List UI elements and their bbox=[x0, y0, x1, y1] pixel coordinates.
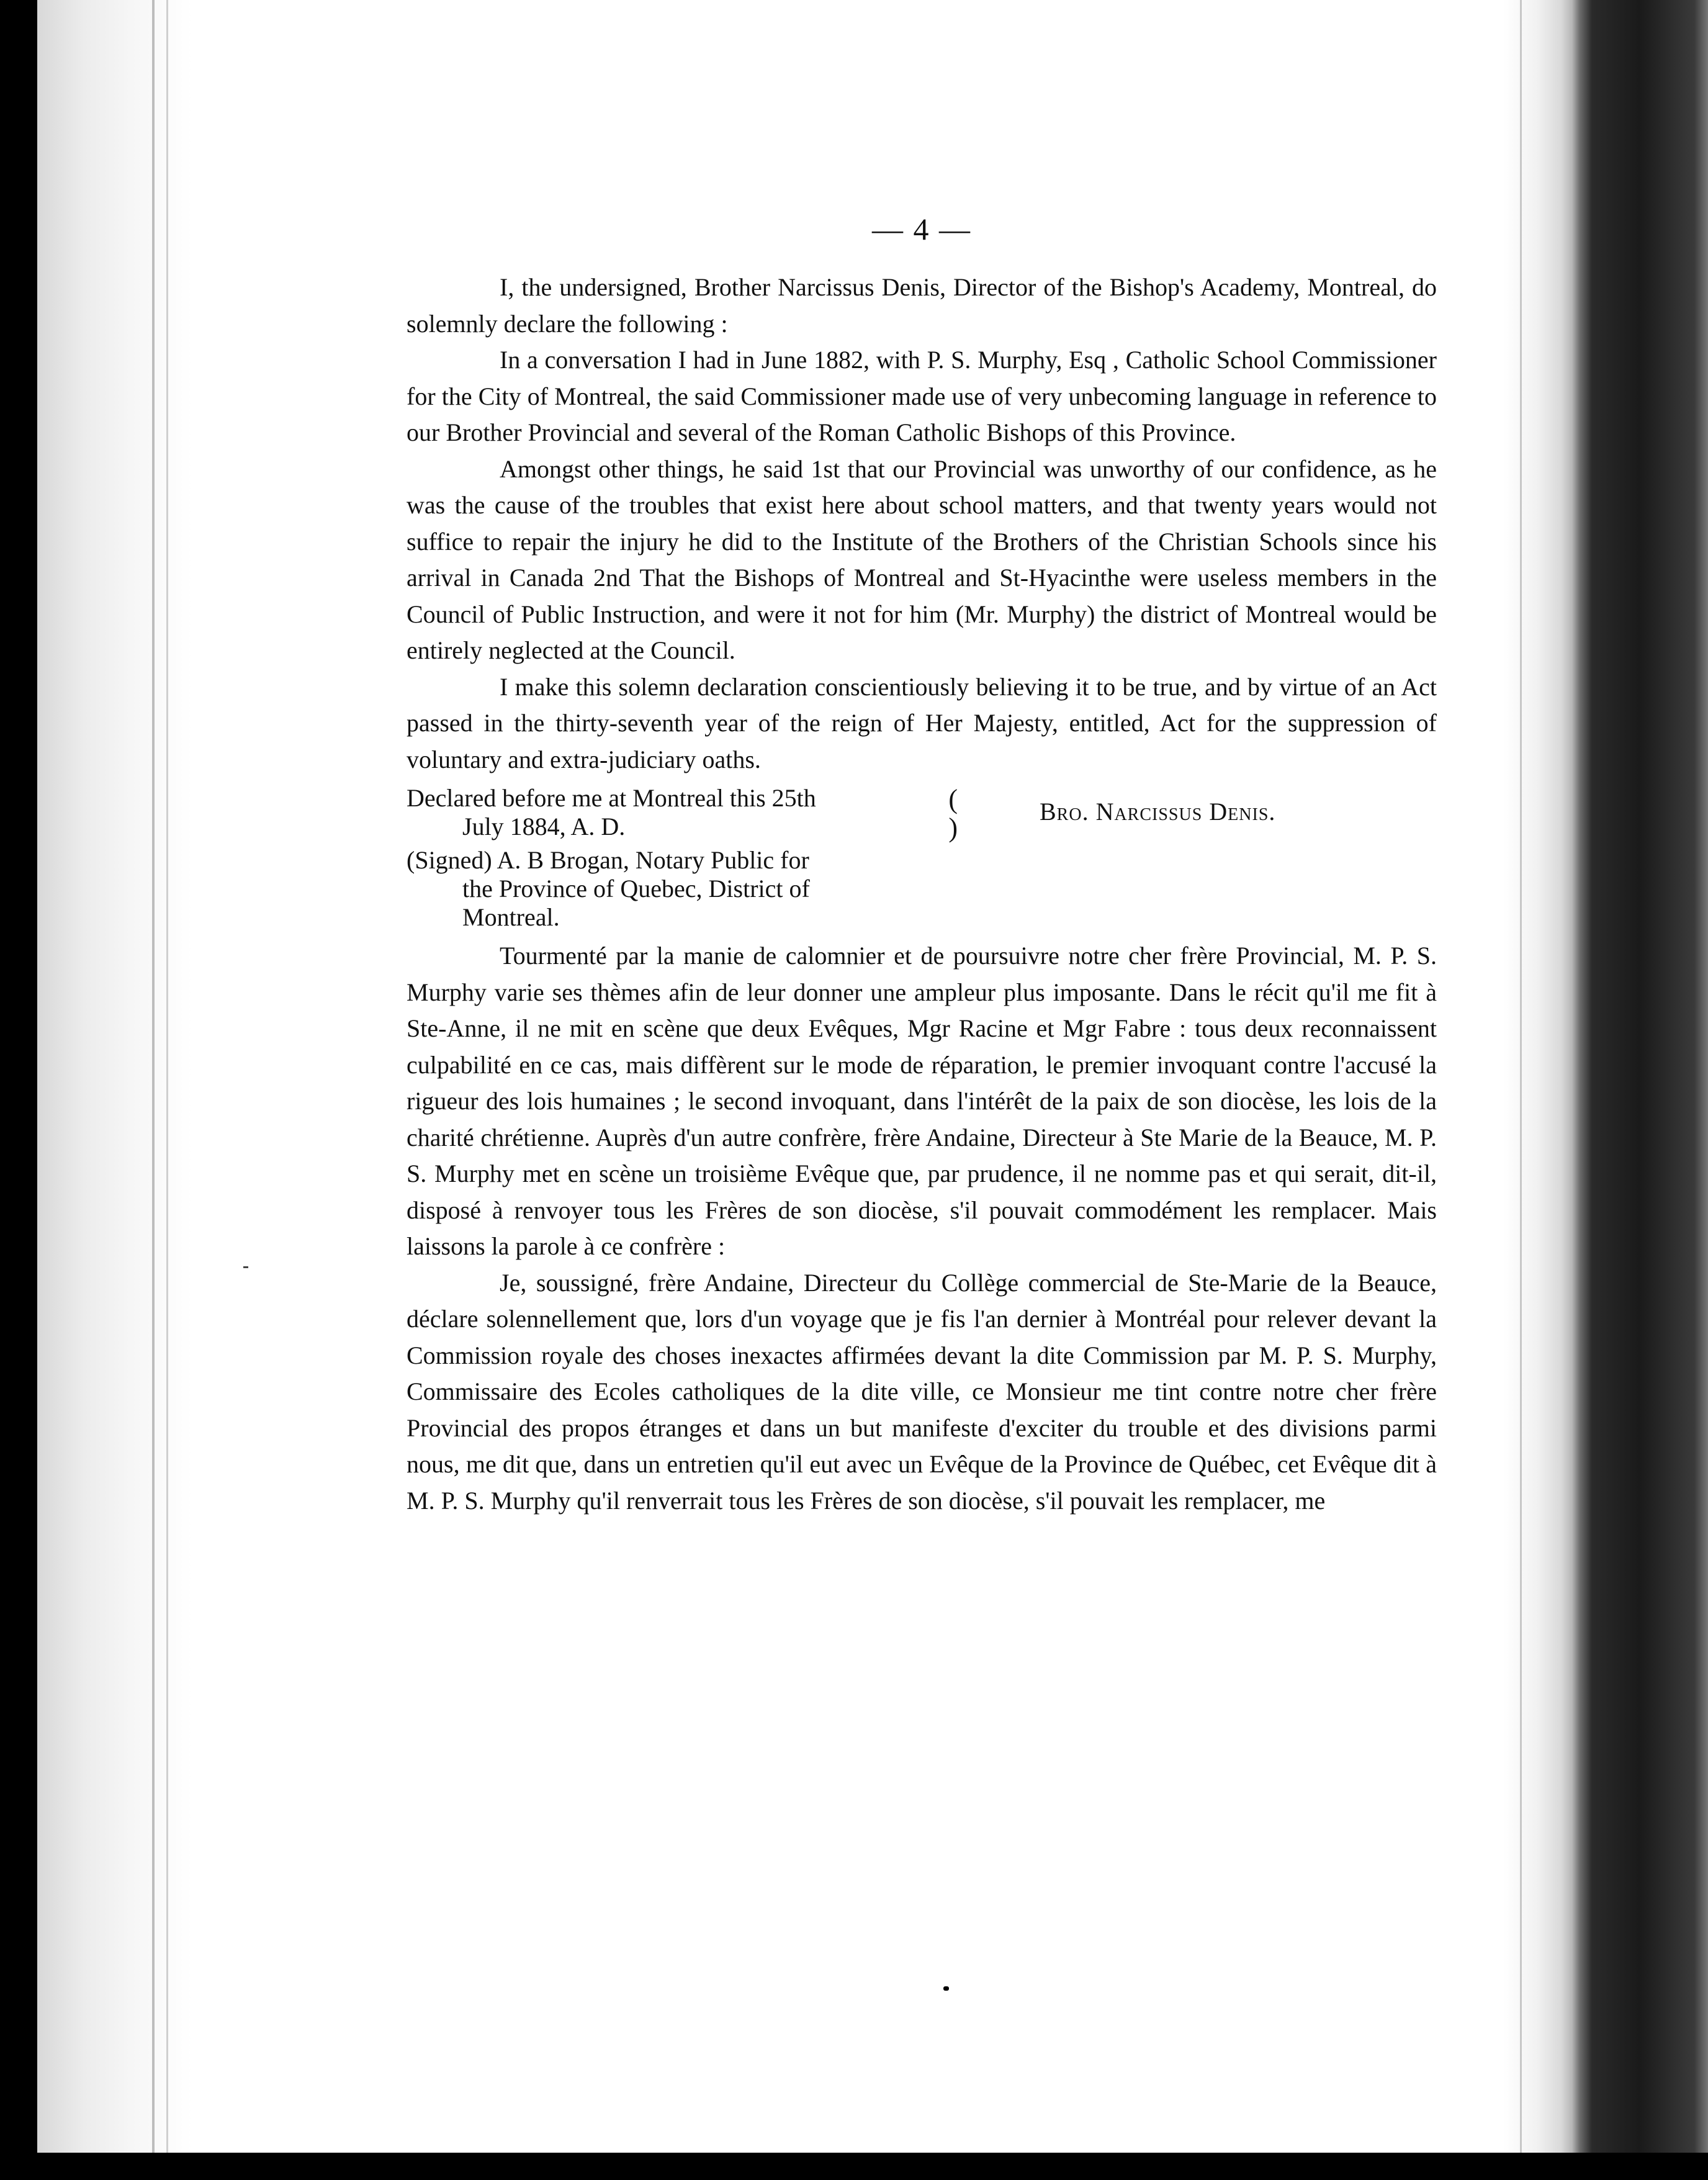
notary-attestation bbox=[407, 784, 965, 932]
signer-name: Bro. Narcissus Denis. bbox=[1040, 798, 1276, 826]
scan-left-rule bbox=[152, 0, 155, 2180]
signed-line-1: (Signed) A. B Brogan, Notary Public for bbox=[407, 846, 809, 874]
page-number: — 4 — bbox=[872, 212, 971, 246]
document-page bbox=[407, 211, 1437, 1519]
scan-right-page-stack bbox=[1503, 0, 1571, 2180]
english-paragraph-2: In a conversation I had in June 1882, with P. S. Murphy, Esq , Catholic School Commissioner for the City of Montreal, the said Commissioner made use of very unbecoming language in reference to our Brother Provincial and several of the Roman Catholic Bishops of this Province. bbox=[407, 346, 1437, 446]
english-paragraph-4: I make this solemn declaration conscientiously believing it to be true, and by virtue of an Act passed in the thirty-seventh year of the reign of Her Majesty, entitled, Act for the suppression of voluntary and extra-judiciary oaths. bbox=[407, 672, 1437, 773]
declared-line-2: July 1884, A. D. bbox=[462, 813, 626, 840]
scan-speck-small bbox=[243, 1266, 248, 1268]
english-paragraph-3: Amongst other things, he said 1st that our Provincial was unworthy of our confidence, as he was the cause of the troubles that exist here about school matters, and that twenty years would not suffice to repair the injury he did to the Institute of the Brothers of the Christian Schools since his arrival in Canada 2nd That the Bishops of Montreal and St-Hyacinthe were useless members in the Council of Public Instruction, and were it not for him (Mr. Murphy) the district of Montreal would be entirely neglected at the Council. bbox=[407, 454, 1437, 664]
scan-right-binding-shadow bbox=[1571, 0, 1708, 2180]
notary-signature bbox=[407, 846, 965, 932]
scan-left-page-edge bbox=[37, 0, 192, 2180]
signed-line-2: the Province of Quebec, District of bbox=[462, 875, 810, 903]
scan-right-rule bbox=[1520, 0, 1522, 2180]
scan-left-border bbox=[0, 0, 37, 2180]
scan-left-rule-inner bbox=[166, 0, 168, 2180]
declaration-statement bbox=[407, 784, 965, 841]
signature-block bbox=[407, 784, 1437, 932]
french-paragraph-2: Je, soussigné, frère Andaine, Directeur du Collège commercial de Ste-Marie de la Beauce, déclare solennellement que, lors d'un voyage que je fis l'an dernier à Montréal pour relever devant la Commission royale des choses inexactes affirmées devant la dite Commission par M. P. S. Murphy, Commissaire des Ecoles catholiques de la dite ville, ce Monsieur me tint contre notre cher frère Provincial des propos étranges et dans un but manifeste d'exciter du trouble et des divisions parmi nous, me dit que, dans un entretien qu'il eut avec un Evêque de la Province de Québec, cet Evêque dit à M. P. S. Murphy qu'il renverrait tous les Frères de son diocèse, s'il pouvait les remplacer, me bbox=[407, 1268, 1437, 1515]
english-paragraph-1: I, the undersigned, Brother Narcissus Denis, Director of the Bishop's Academy, Montreal, do solemnly declare the following : bbox=[407, 273, 1437, 338]
scan-speck bbox=[943, 1986, 949, 1991]
signed-line-3: Montreal. bbox=[462, 903, 560, 931]
declared-line-1: Declared before me at Montreal this 25th bbox=[407, 784, 816, 812]
scan-bottom-border bbox=[0, 2153, 1708, 2180]
brace-glyph: ( ) bbox=[948, 784, 958, 843]
french-paragraph-1: Tourmenté par la manie de calomnier et de poursuivre notre cher frère Provincial, M. P. S. Murphy varie ses thèmes afin de leur donner une ampleur plus imposante. Dans le récit qu'il me fit à Ste-Anne, il ne mit en scène que deux Evêques, Mgr Racine et Mgr Fabre : tous deux reconnaissent culpabilité en ce cas, mais diffèrent sur le mode de réparation, le premier invoquant contre l'accusé la rigueur des lois humaines ; le second invoquant, dans l'intérêt de la paix de son diocèse, les lois de la charité chrétienne. Auprès d'un autre confrère, frère Andaine, Directeur à Ste Marie de la Beauce, M. P. S. Murphy met en scène un troisième Evêque que, par prudence, il ne nomme pas et qui serait, dit-il, disposé à renvoyer tous les Frères de son diocèse, s'il pouvait commodément les remplacer. Mais laissons la parole à ce confrère : bbox=[407, 942, 1437, 1260]
